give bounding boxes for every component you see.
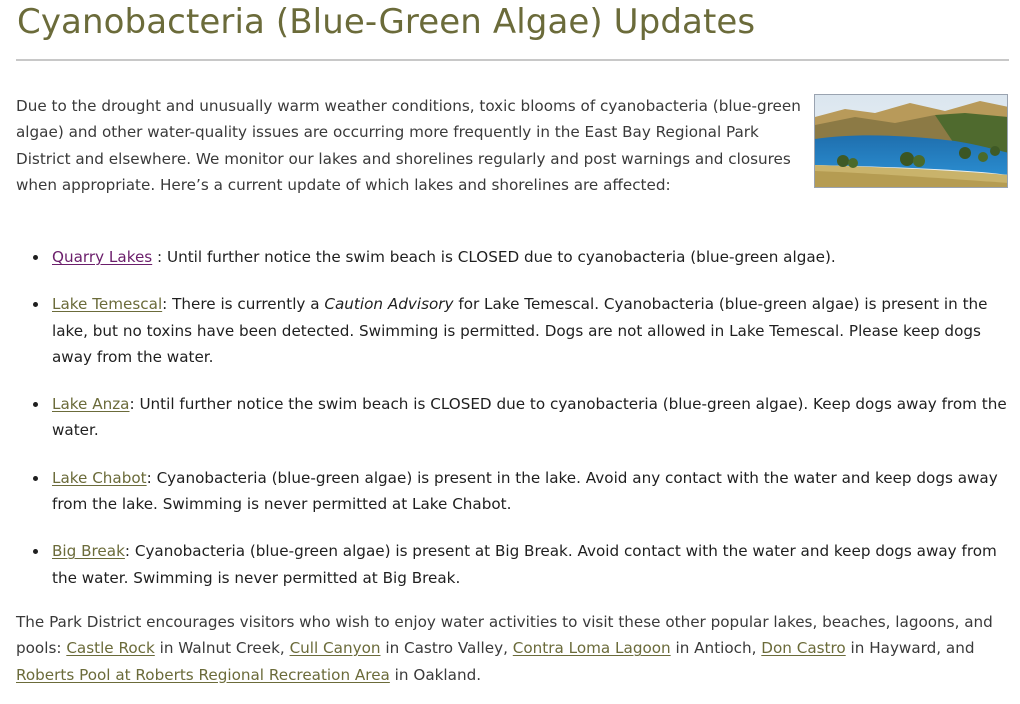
location-text: in Antioch, bbox=[670, 639, 762, 658]
lake-status-text: : Cyanobacteria (blue-green algae) is present at Big Break. Avoid contact with the water and keep dogs away from the water. Swimming is never permitted at Big Break. bbox=[52, 542, 997, 587]
lake-link-lake-temescal[interactable]: Lake Temescal bbox=[52, 295, 163, 314]
lake-status-list bbox=[16, 244, 1011, 591]
page-title: Cyanobacteria (Blue-Green Algae) Updates bbox=[17, 2, 756, 42]
list-item bbox=[16, 244, 1011, 270]
lake-photo bbox=[814, 94, 1008, 188]
lake-link-lake-anza[interactable]: Lake Anza bbox=[52, 395, 130, 414]
list-item bbox=[16, 465, 1011, 518]
title-divider bbox=[16, 59, 1009, 61]
location-text: in Hayward, and bbox=[845, 639, 975, 658]
location-text: in Castro Valley, bbox=[380, 639, 513, 658]
lake-status-text: for Lake Temescal. Cyanobacteria (blue-green algae) is present in the lake, but no toxins have been detected. Swimming is permitted. Dogs are not allowed in Lake Temescal. Please keep dogs away from the water. bbox=[52, 295, 988, 366]
bullet-icon bbox=[33, 302, 38, 307]
location-text: in Walnut Creek, bbox=[154, 639, 290, 658]
link-cull-canyon[interactable]: Cull Canyon bbox=[289, 639, 381, 658]
list-item bbox=[16, 391, 1011, 444]
caution-advisory-emphasis: Caution Advisory bbox=[324, 295, 454, 314]
lake-landscape-image bbox=[815, 95, 1008, 188]
lake-link-big-break[interactable]: Big Break bbox=[52, 542, 125, 561]
bullet-icon bbox=[33, 255, 38, 260]
bullet-icon bbox=[33, 476, 38, 481]
lake-status-text: : Until further notice the swim beach is CLOSED due to cyanobacteria (blue-green algae). Keep dogs away from the water. bbox=[52, 395, 1007, 440]
alternatives-paragraph bbox=[16, 609, 1016, 688]
bullet-icon bbox=[33, 549, 38, 554]
lake-status-text: : Until further notice the swim beach is CLOSED due to cyanobacteria (blue-green algae). bbox=[152, 248, 836, 266]
list-item bbox=[16, 291, 1011, 370]
link-don-castro[interactable]: Don Castro bbox=[761, 639, 846, 658]
lake-link-lake-chabot[interactable]: Lake Chabot bbox=[52, 468, 147, 487]
link-castle-rock[interactable]: Castle Rock bbox=[66, 639, 155, 658]
list-item bbox=[16, 538, 1011, 591]
alternatives-lead-text: The Park District encourages visitors who wish to enjoy water activities to visit these other popular lakes, beaches, lagoons, and pools: bbox=[16, 613, 993, 658]
lake-status-text: : Cyanobacteria (blue-green algae) is present in the lake. Avoid any contact with the water and keep dogs away from the lake. Swimming is never permitted at Lake Chabot. bbox=[52, 468, 998, 514]
bullet-icon bbox=[33, 402, 38, 407]
lake-status-text: : There is currently a bbox=[162, 295, 325, 314]
link-contra-loma-lagoon[interactable]: Contra Loma Lagoon bbox=[512, 639, 671, 658]
link-roberts-pool[interactable]: Roberts Pool at Roberts Regional Recreation Area bbox=[16, 665, 390, 684]
intro-paragraph: Due to the drought and unusually warm weather conditions, toxic blooms of cyanobacteria (blue-green algae) and other water-quality issues are occurring more frequently in the East Bay Regional Park District and elsewhere. We monitor our lakes and shorelines regularly and post warnings and closures when appropriate. Here’s a current update of which lakes and shorelines are affected: bbox=[16, 97, 801, 194]
location-text: in Oakland. bbox=[389, 665, 482, 684]
lake-link-quarry-lakes[interactable]: Quarry Lakes bbox=[52, 248, 153, 266]
